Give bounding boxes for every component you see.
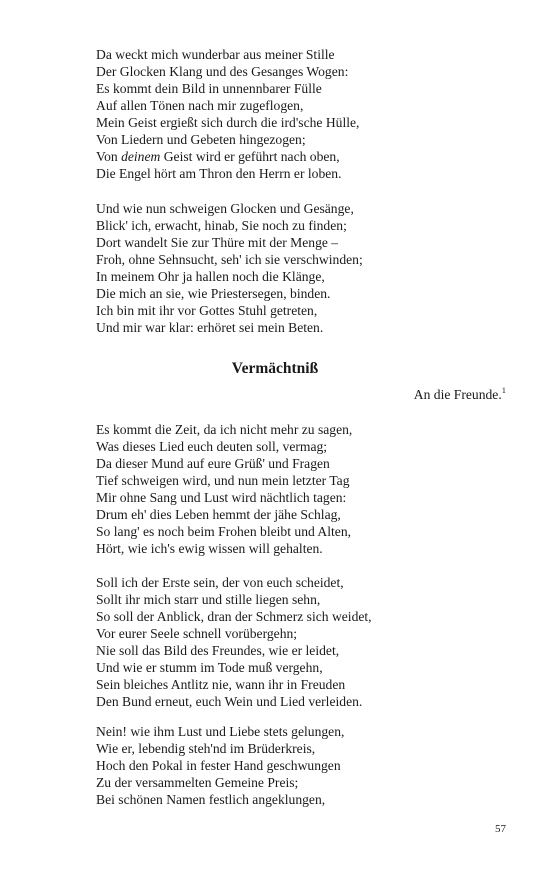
verse-line: Froh, ohne Sehnsucht, seh' ich sie verschwinden; (96, 252, 363, 267)
verse-line: Ich bin mit ihr vor Gottes Stuhl getreten, (96, 303, 318, 318)
verse-line: Blick' ich, erwacht, hinab, Sie noch zu finden; (96, 218, 347, 233)
verse-line: Sein bleiches Antlitz nie, wann ihr in Freuden (96, 677, 346, 692)
verse-line: Wie er, lebendig steh'nd im Brüderkreis, (96, 741, 316, 756)
verse-line: Bei schönen Namen festlich angeklungen, (96, 792, 326, 807)
poem-title: Vermächtniß (231, 360, 319, 377)
verse-line: Nie soll das Bild des Freundes, wie er leidet, (96, 643, 340, 658)
verse-line: Hoch den Pokal in fester Hand geschwungen (96, 758, 341, 773)
verse-line (96, 148, 359, 165)
verse-line: Dort wandelt Sie zur Thüre mit der Menge – (96, 235, 339, 250)
stanza (96, 200, 363, 336)
verse-line: So soll der Anblick, dran der Schmerz sich weidet, (96, 609, 372, 624)
verse-line: Auf allen Tönen nach mir zugeflogen, (96, 98, 304, 113)
poem-dedication (414, 386, 506, 403)
verse-text: Geist wird er geführt nach oben, (160, 149, 340, 164)
stanza (96, 723, 344, 808)
verse-line: Und mir war klar: erhöret sei mein Beten. (96, 320, 324, 335)
verse-line: Drum eh' dies Leben hemmt der jähe Schlag, (96, 507, 341, 522)
verse-line: Und wie er stumm im Tode muß vergehn, (96, 660, 323, 675)
verse-line: So lang' es noch beim Frohen bleibt und Alten, (96, 524, 352, 539)
verse-line: Hört, wie ich's ewig wissen will gehalten. (96, 541, 323, 556)
dedication-text: An die Freunde. (413, 387, 502, 402)
verse-line: Die mich an sie, wie Priestersegen, binden. (96, 286, 331, 301)
verse-line: Da weckt mich wunderbar aus meiner Stille (96, 47, 335, 62)
verse-line: Mein Geist ergießt sich durch die ird'sche Hülle, (96, 115, 360, 130)
page-number: 57 (495, 823, 506, 835)
verse-text: Von (96, 149, 122, 164)
stanza (96, 421, 352, 557)
verse-line: Sollt ihr mich starr und stille liegen sehn, (96, 592, 321, 607)
verse-line: Nein! wie ihm Lust und Liebe stets gelungen, (96, 724, 345, 739)
verse-line: Soll ich der Erste sein, der von euch scheidet, (96, 575, 344, 590)
verse-line: Von Liedern und Gebeten hingezogen; (96, 132, 306, 147)
verse-line: Den Bund erneut, euch Wein und Lied verleiden. (96, 694, 363, 709)
emphasized-word: deinem (121, 149, 161, 164)
verse-line: Vor eurer Seele schnell vorübergehn; (96, 626, 298, 641)
verse-line: Da dieser Mund auf eure Grüß' und Fragen (96, 456, 330, 471)
verse-line: In meinem Ohr ja hallen noch die Klänge, (96, 269, 325, 284)
verse-line: Tief schweigen wird, und nun mein letzter Tag (96, 473, 350, 488)
verse-line: Und wie nun schweigen Glocken und Gesänge, (96, 201, 354, 216)
verse-line: Was dieses Lied euch deuten soll, vermag; (96, 439, 328, 454)
stanza (96, 46, 359, 182)
verse-line: Es kommt die Zeit, da ich nicht mehr zu sagen, (96, 422, 353, 437)
stanza (96, 574, 372, 710)
verse-line: Zu der versammelten Gemeine Preis; (96, 775, 299, 790)
verse-line: Die Engel hört am Thron den Herrn er loben. (96, 166, 342, 181)
verse-line: Mir ohne Sang und Lust wird nächtlich tagen: (96, 490, 347, 505)
verse-line: Der Glocken Klang und des Gesanges Wogen: (96, 64, 349, 79)
footnote-marker[interactable]: 1 (501, 385, 506, 395)
verse-line: Es kommt dein Bild in unnennbarer Fülle (96, 81, 322, 96)
